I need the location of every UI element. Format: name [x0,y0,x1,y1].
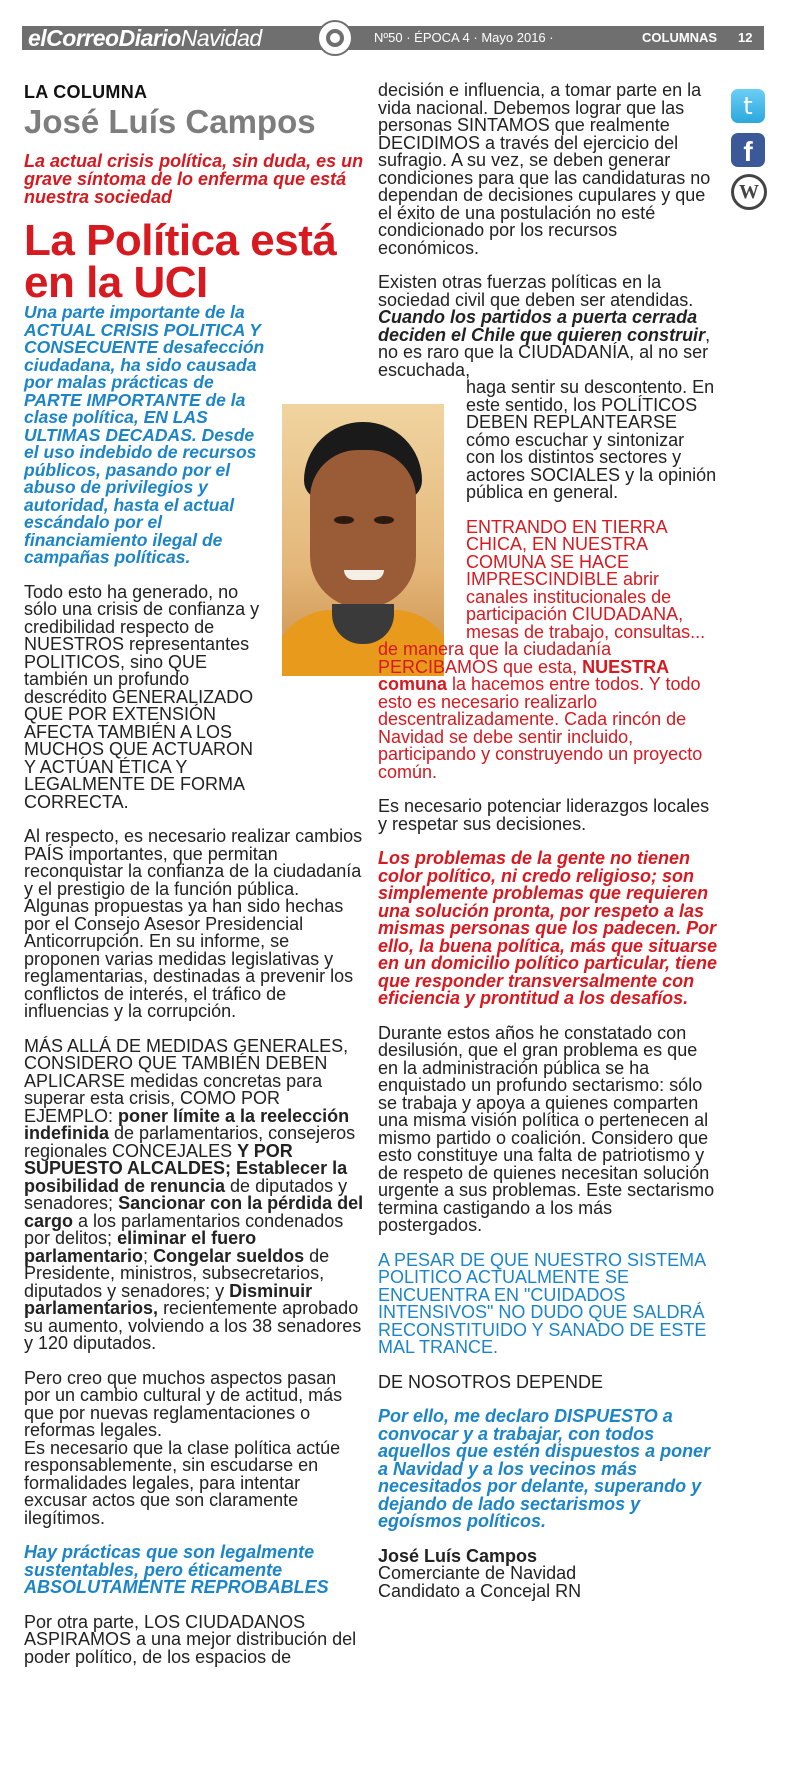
issue-meta: Nº50 · ÉPOCA 4 · Mayo 2016 · [374,30,554,45]
lead-paragraph: Una parte importante de la ACTUAL CRISIS POLITICA Y CONSECUENTE desafección ciudadana, ha sido causada por malas prácticas de PARTE IMPORTANTE de la clase política, EN LAS ULTIMAS DECADAS. Desde el uso indebido de recursos públicos, pasando por el abuso de privilegios y autoridad, hasta el actual escándalo por el financiamiento ilegal de campañas políticas. [24,302,265,567]
c2-paragraph-8: DE NOSOTROS DEPENDE [378,1371,604,1392]
paragraph-2: Al respecto, es necesario realizar cambios PAÍS importantes, que permitan reconquistar la confianza de la ciudadanía y el prestigio de la función pública. Algunas propuestas ya han sido hechas por el Consejo Asesor Presidencial Anticorrupción. En su informe, se proponen varias medidas legislativas y reglamentarias, destinadas a prevenir los conflictos de interés, el tráfico de influencias y la corrupción. [24,826,363,1021]
column-label: LA COLUMNA [24,82,148,102]
paragraph-1: Todo esto ha generado, no sólo una crisis de confianza y credibilidad respecto de NUESTROS representantes POLITICOS, sino QUE también un profundo descrédito GENERALIZADO QUE POR EXTENSIÓN AFECTA TAMBIÉN A LOS MUCHOS QUE ACTUARON Y ACTÚAN ÉTICA Y LEGALMENTE DE FORMA CORRECTA. [24,581,260,812]
masthead [22,22,764,52]
c2-paragraph-2: Existen otras fuerzas políticas en la sociedad civil que deben ser atendidas. Cuando los partidos a puerta cerrada deciden el Chile que quieren construir, no es raro que la CIUDADANÍA, al no ser escuchada, [378,272,711,380]
paragraph-7: Por otra parte, LOS CIUDADANOS ASPIRAMOS a una mejor distribución del poder político, de los espacios de [24,1611,357,1667]
column-right [378,82,718,1600]
paragraph-5: Es necesario que la clase política actúe responsablemente, sin escudarse en formalidades legales, para intentar excusar actos que son claramente ilegítimos. [24,1437,341,1528]
c2-paragraph-2-cont: haga sentir su descontento. En este sentido, los POLÍTICOS DEBEN REPLANTEARSE cómo escuchar y sintonizar con los distintos sectores y actores SOCIALES y la opinión pública en general. [466,377,717,502]
logo-spiral-icon [317,20,353,56]
author-name: José Luís Campos [24,103,316,140]
article-dek: La actual crisis política, sin duda, es un grave síntoma de lo enferma que está nuestra sociedad [24,151,364,207]
logo-main: elCorreoDiario [28,25,181,51]
signature-line-1: Comerciante de Navidad [378,1563,577,1583]
signature-name: José Luís Campos [378,1545,538,1566]
signature-line-2: Candidato a Concejal RN [378,1580,582,1601]
twitter-icon[interactable]: t [731,89,765,123]
c2-paragraph-4: Es necesario potenciar liderazgos locales y respetar sus decisiones. [378,796,710,834]
paragraph-6-highlight: Hay prácticas que son legalmente sustentables, pero éticamente ABSOLUTAMENTE REPROBABLES [24,1542,329,1597]
c2-paragraph-3-cont: de manera que la ciudadanía PERCIBAMOS que esta, NUESTRA comuna la hacemos entre todos. Y todo esto es necesario realizarlo descentralizadamente. Cada rincón de Navidad se debe sentir incluido, participando y construyendo un proyecto común. [378,639,703,782]
wordpress-icon[interactable]: W [731,174,767,210]
newspaper-logo[interactable] [28,26,262,50]
c2-paragraph-1: decisión e influencia, a tomar parte en la vida nacional. Debemos lograr que las personas SINTAMOS que realmente DECIDIMOS a través del ejercicio del sufragio. A su vez, se deben generar condiciones para que las candidaturas no dependan de decisiones cupulares y que el éxito de una postulación no esté condicionado por los recursos económicos. [378,80,711,258]
facebook-icon[interactable]: f [731,133,765,167]
article-title: La Política está en la UCI [24,216,337,307]
logo-sub: Navidad [180,25,262,51]
paragraph-3: MÁS ALLÁ DE MEDIDAS GENERALES, CONSIDERO QUE TAMBIÉN DEBEN APLICARSE medidas concretas para superar esta crisis, COMO POR EJEMPLO: poner límite a la reelección indefinida de parlamentarios, consejeros regionales CONCEJALES Y POR SUPUESTO ALCALDES; Establecer la posibilidad de renuncia de diputados y senadores; Sancionar con la pérdida del cargo a los parlamentarios condenados por delitos; eliminar el fuero parlamentario; Congelar sueldos de Presidente, ministros, subsecretarios, diputados y senadores; y Disminuir parlamentarios, recientemente aprobado su aumento, volviendo a los 38 senadores y 120 diputados. [24,1035,364,1353]
column-left [24,82,364,1666]
c2-paragraph-9: Por ello, me declaro DISPUESTO a convocar y a trabajar, con todos aquellos que estén dispuestos a poner a Navidad y a los vecinos más necesitados por delante, superando y dejando de lado sectarismos y egoísmos políticos. [378,1406,711,1531]
c2-paragraph-6: Durante estos años he constatado con desilusión, que el gran problema es que en la administración pública se ha enquistado un profundo sectarismo: sólo se trabaja y apoya a quienes comparten una misma visión política o pertenecen al mismo partido o coalición. Considero que esto constituye una falta de patriotismo y de respeto de quienes necesitan solución urgente a sus problemas. Este sectarismo termina castigando a los más postergados. [378,1022,715,1235]
page-number: 12 [738,30,753,45]
c2-paragraph-7: A PESAR DE QUE NUESTRO SISTEMA POLITICO ACTUALMENTE SE ENCUENTRA EN "CUIDADOS INTENSIVOS" NO DUDO QUE SALDRÁ RECONSTITUIDO Y SANADO DE ESTE MAL TRANCE. [378,1249,707,1357]
c2-paragraph-5: Los problemas de la gente no tienen color político, ni credo religioso; son simplemente problemas que requieren una solución pronta, por respeto a las mismas personas que los padecen. Por ello, la buena política, más que situarse en un domicilio político particular, tiene que responder transversalmente con eficiencia y prontitud a los desafíos. [378,848,718,1008]
paragraph-4: Pero creo que muchos aspectos pasan por un cambio cultural y de actitud, más que por nuevas reglamentaciones o reformas legales. [24,1367,343,1440]
c2-paragraph-3: ENTRANDO EN TIERRA CHICA, EN NUESTRA COMUNA SE HACE IMPRESCINDIBLE abrir canales institucionales de participación CIUDADANA, mesas de trabajo, consultas... [466,516,706,642]
section-name: COLUMNAS [642,30,718,45]
